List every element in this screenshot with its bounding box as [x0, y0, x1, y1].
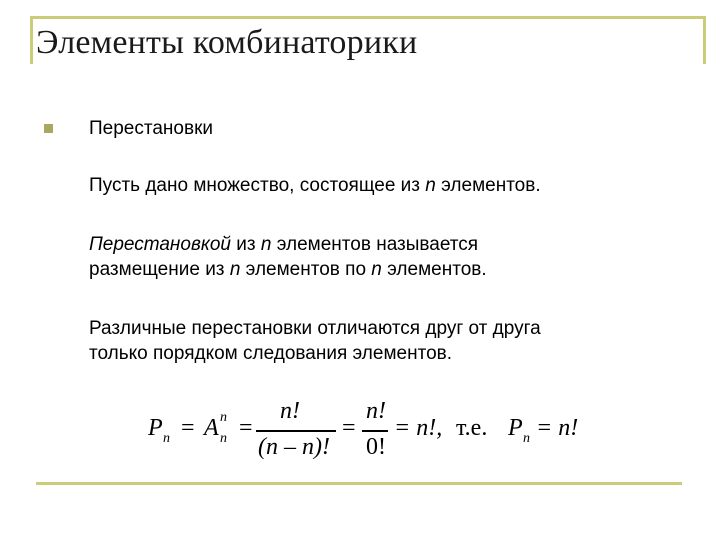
- formula-frac2-line: [362, 430, 388, 432]
- p2-line2-part2: элементов по: [240, 259, 372, 280]
- p1-var: n: [425, 175, 436, 196]
- frame-left-line: [30, 16, 33, 64]
- p2-term: Перестановкой: [89, 234, 231, 255]
- formula-A-sub: n: [220, 431, 227, 446]
- formula-P-sub: n: [163, 431, 170, 446]
- formula-frac1-num: n!: [280, 398, 300, 424]
- frame-right-line: [703, 16, 706, 64]
- square-bullet-icon: [44, 124, 53, 133]
- formula-eq2: =: [239, 415, 253, 441]
- paragraph-permutation-difference: [89, 316, 541, 366]
- p2-part2: элементов называется: [271, 234, 479, 255]
- p2-var3: n: [371, 259, 382, 280]
- formula-frac2-num: n!: [366, 398, 386, 424]
- paragraph-permutation-definition: [89, 232, 487, 282]
- formula-eq1: =: [181, 415, 195, 441]
- paragraph-definition-set: [89, 173, 541, 198]
- p3-line2: только порядком следования элементов.: [89, 343, 453, 364]
- formula-eq5: = n!: [536, 415, 579, 441]
- p2-var1: n: [260, 234, 272, 255]
- p1-before: Пусть дано множество, состоящее из: [89, 175, 426, 196]
- formula-frac1-line: [256, 430, 336, 432]
- frame-top-line: [30, 16, 706, 19]
- formula-frac2-den: 0!: [366, 434, 386, 460]
- formula-P2-sub: n: [523, 431, 530, 446]
- formula-P: P: [148, 415, 163, 441]
- bullet-heading: Перестановки: [89, 118, 213, 139]
- formula-A-sup: n: [220, 410, 227, 425]
- frame-bottom-line: [36, 482, 682, 485]
- formula-P2: P: [508, 415, 523, 441]
- p1-after: элементов.: [435, 175, 541, 196]
- formula-eq4: = n!,: [394, 415, 443, 441]
- formula-eq3: =: [342, 415, 356, 441]
- p3-line1: Различные перестановки отличаются друг от друга: [89, 318, 541, 339]
- p2-line2-part3: элементов.: [381, 259, 487, 280]
- slide-title: Элементы комбинаторики: [36, 24, 418, 61]
- formula-frac1-den: (n – n)!: [258, 434, 330, 460]
- formula-te: т.е.: [456, 415, 488, 441]
- formula-A: A: [204, 415, 219, 441]
- p2-line2-part1: размещение из: [89, 259, 230, 280]
- p2-var2: n: [229, 259, 241, 280]
- p2-part1: из: [230, 234, 261, 255]
